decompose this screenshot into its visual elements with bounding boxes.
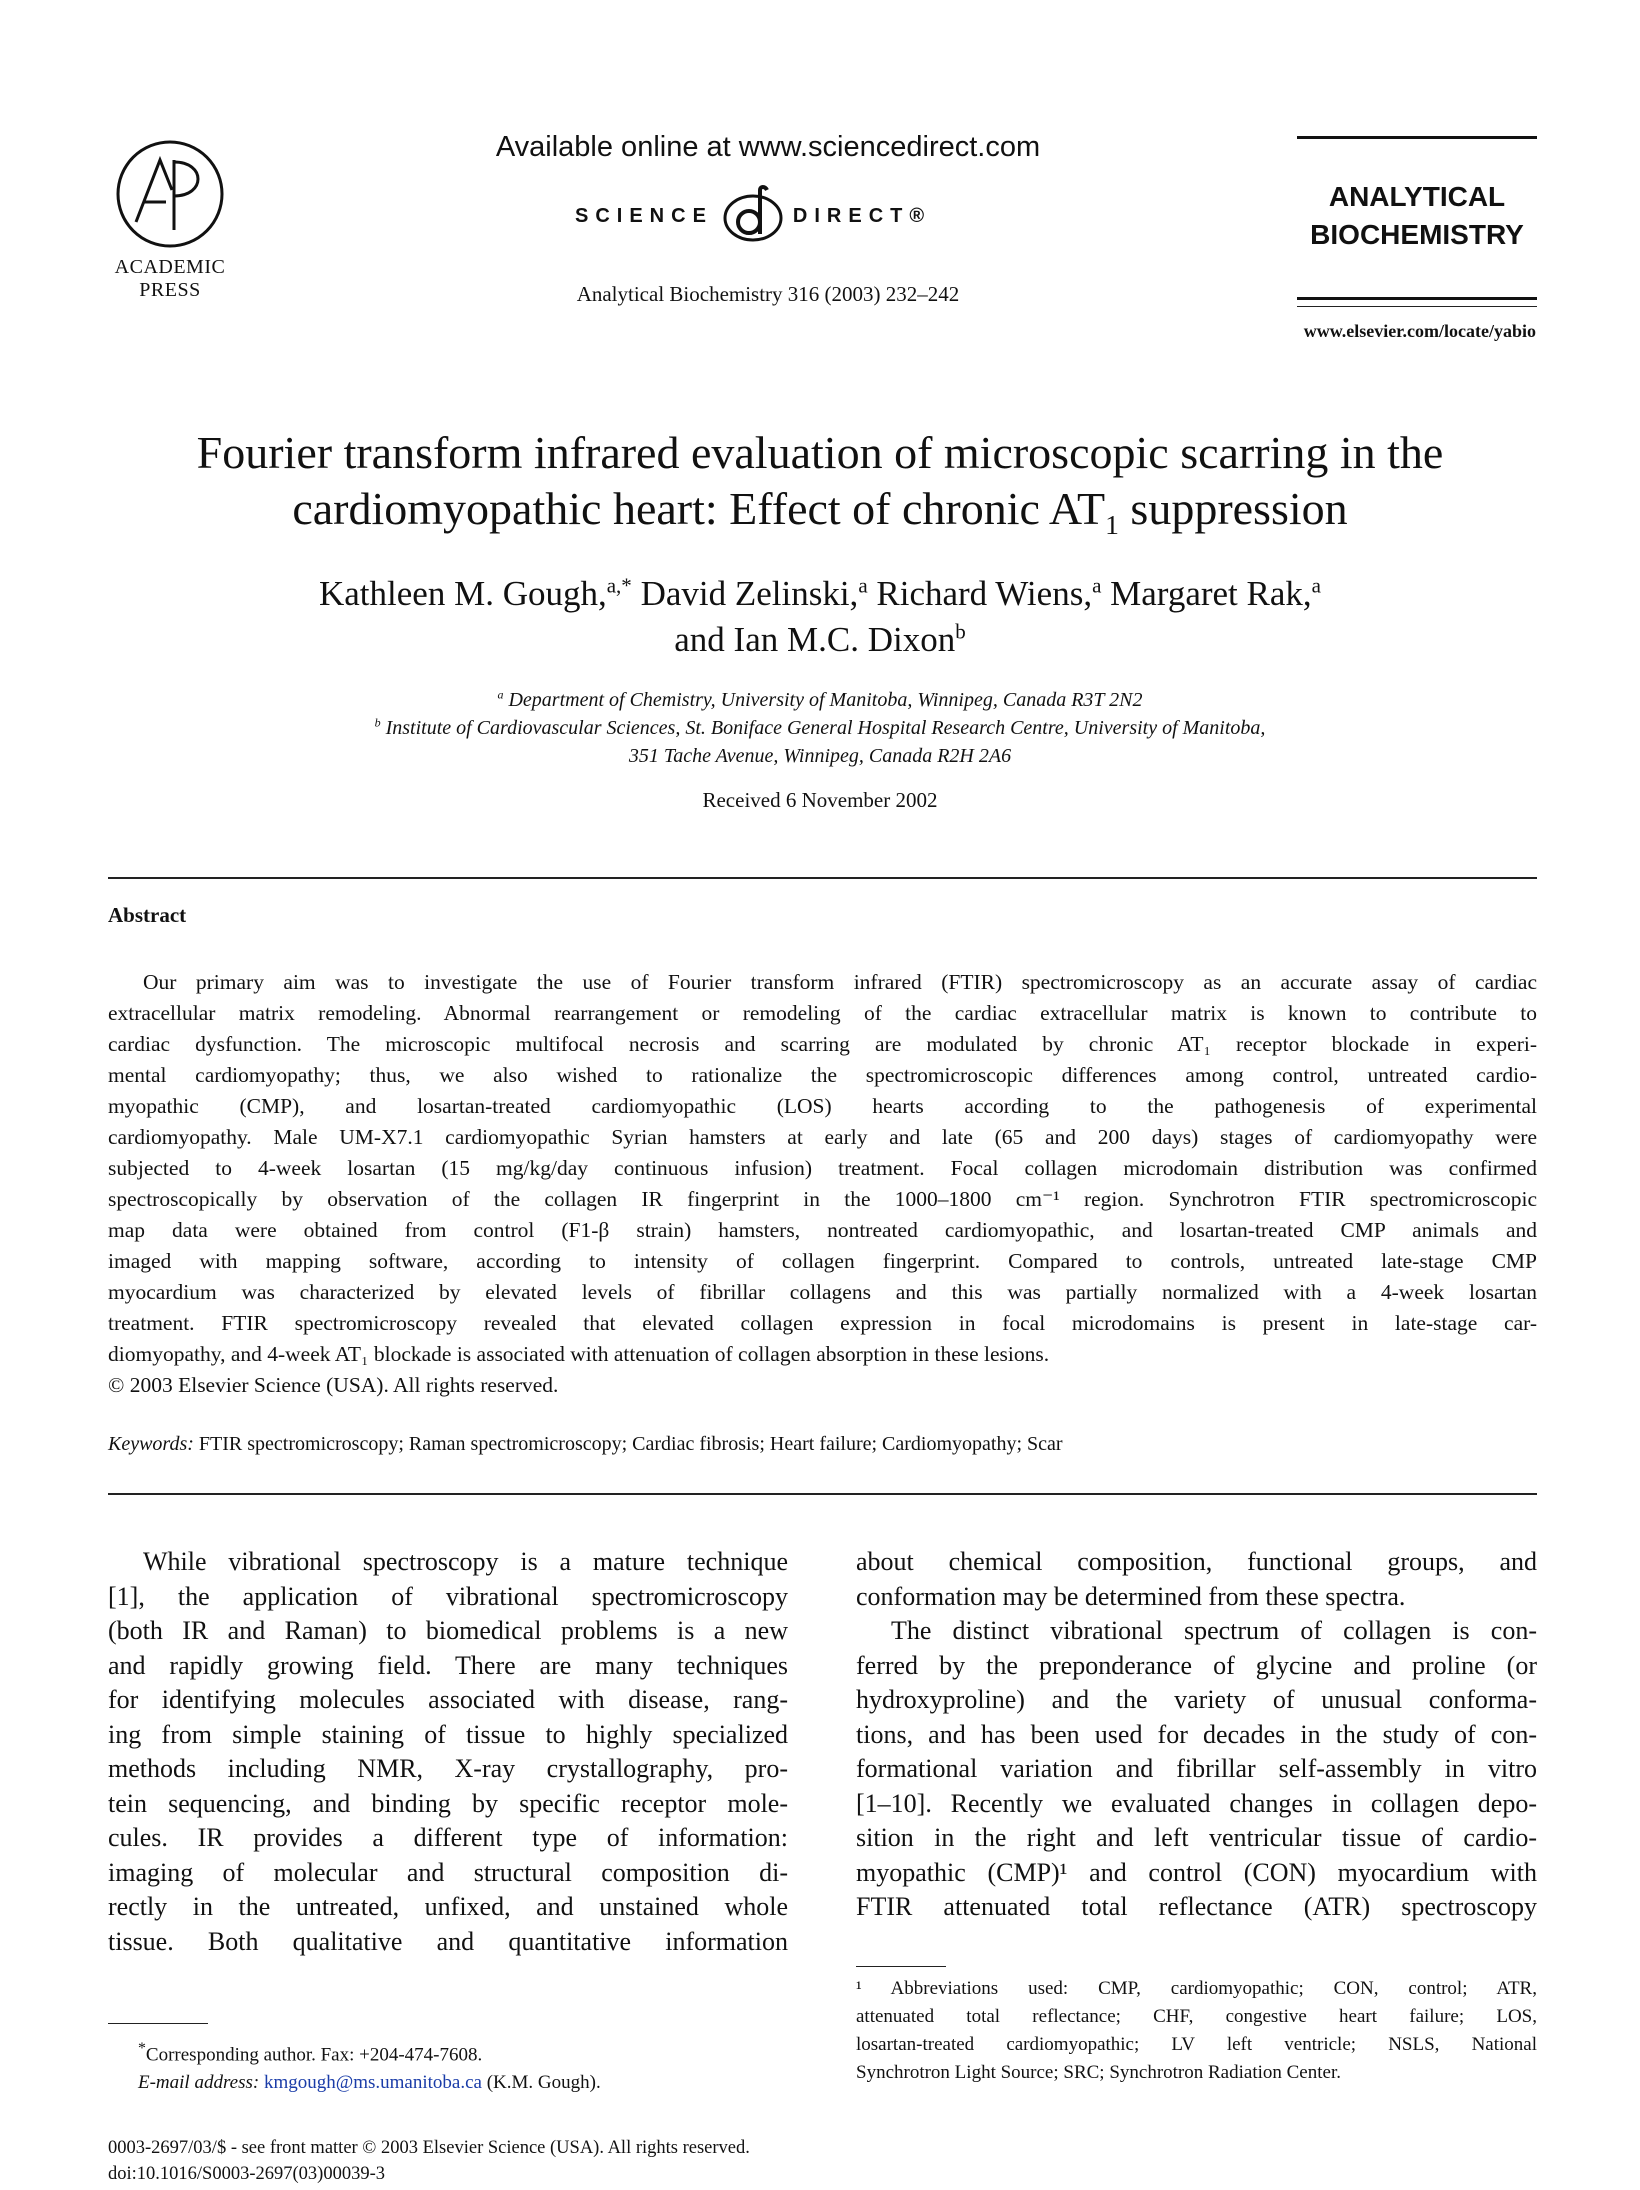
body-line: methods including NMR, X-ray crystallography, pro- [108, 1754, 788, 1783]
journal-name [1297, 178, 1537, 254]
body-line: myopathic (CMP)¹ and control (CON) myocardium with [856, 1857, 1537, 1887]
issn-line: 0003-2697/03/$ - see front matter © 2003 Elsevier Science (USA). All rights reserved. [108, 2138, 750, 2158]
abstract-line: mental cardiomyopathy; thus, we also wished to rationalize the spectromicroscopic differences among control, untreated cardio- [108, 1063, 1537, 1087]
affiliation-a: $^a$ Department of Chemistry, University of Manitoba, Winnipeg, Canada R3T 2N2 [497, 687, 1143, 711]
author-affil-mark: a [1311, 573, 1321, 598]
footnote-rule-left [108, 2023, 208, 2024]
body-line: rectly in the untreated, unfixed, and unstained whole [108, 1892, 788, 1921]
body-line: for identifying molecules associated with disease, rang- [108, 1685, 788, 1714]
affiliation-b-line-1: $^b$ Institute of Cardiovascular Sciences, St. Boniface General Hospital Research Centre, University of Manitoba, [374, 715, 1266, 739]
journal-citation: Analytical Biochemistry 316 (2003) 232–242 [576, 282, 960, 306]
author-name: Kathleen M. Gough, [319, 574, 607, 613]
abstract-line: myopathic (CMP), and losartan-treated cardiomyopathic (LOS) hearts according to the pathogenesis of experimental [108, 1094, 1537, 1118]
sciencedirect-right-word: DIRECT® [792, 204, 932, 227]
header-rule-top [1297, 136, 1537, 139]
body-line: ing from simple staining of tissue to highly specialized [108, 1719, 788, 1749]
abstract-bottom-rule [108, 1493, 1537, 1495]
author-line-2 [80, 617, 1560, 663]
body-line: cules. IR provides a different type of information: [108, 1823, 788, 1852]
author-name: David Zelinski, [631, 574, 859, 613]
header-rule-bottom [1297, 297, 1537, 300]
abstract-line: myocardium was characterized by elevated levels of fibrillar collagens and this was partially normalized with a 4-week losartan [108, 1280, 1537, 1304]
title-line-2: cardiomyopathic heart: Effect of chronic $AT_1$ suppression [292, 483, 1348, 541]
abstract-top-rule [108, 877, 1537, 879]
author-affil-mark: a,* [606, 573, 632, 598]
keywords-list: FTIR spectromicroscopy; Raman spectromicroscopy; Cardiac fibrosis; Heart failure; Cardiomyopathy; Scar [193, 1433, 1063, 1455]
abstract-line: map data were obtained from control (F1-β strain) hamsters, nontreated cardiomyopathic, and losartan-treated CMP animals and [108, 1218, 1537, 1242]
abbreviations-footnote [856, 1975, 1537, 2087]
body-line: tions, and has been used for decades in the study of con- [856, 1719, 1537, 1749]
abstract-heading: Abstract [108, 903, 187, 927]
received-date: Received 6 November 2002 [702, 788, 938, 812]
abstract-line: cardiomyopathy. Male UM-X7.1 cardiomyopathic Syrian hamsters at early and late (65 and 200 days) stages of cardiomyopathy were [108, 1125, 1537, 1149]
body-line: [1], the application of vibrational spectromicroscopy [108, 1581, 788, 1611]
body-column-left [108, 1545, 788, 1959]
body-line: and rapidly growing field. There are many techniques [108, 1650, 788, 1680]
abstract-line: diomyopathy, and 4-week AT₁ blockade is associated with attenuation of collagen absorption in these lesions. [108, 1342, 1050, 1366]
abstract-line: Our primary aim was to investigate the use of Fourier transform infrared (FTIR) spectromicroscopy as an accurate assay of cardiac [143, 970, 1537, 994]
doi-line: doi:10.1016/S0003-2697(03)00039-3 [108, 2164, 385, 2184]
abstract-line: cardiac dysfunction. The microscopic multifocal necrosis and scarring are modulated by chronic AT₁ receptor blockade in experi- [108, 1032, 1537, 1056]
corresponding-author-footnote [108, 2035, 788, 2097]
body-line: conformation may be determined from these spectra. [856, 1581, 1406, 1611]
affiliation-b-line-2: 351 Tache Avenue, Winnipeg, Canada R2H 2A6 [628, 745, 1012, 767]
body-line: [1–10]. Recently we evaluated changes in collagen depo- [856, 1788, 1537, 1818]
body-line: imaging of molecular and structural composition di- [108, 1857, 788, 1887]
author-name: and Ian M.C. Dixon [674, 620, 956, 659]
body-line: about chemical composition, functional groups, and [856, 1547, 1537, 1576]
author-affil-mark: a [1092, 573, 1102, 598]
abstract-line: subjected to 4-week losartan (15 mg/kg/day continuous infusion) treatment. Focal collagen microdomain distribution was confirmed [108, 1156, 1537, 1180]
body-line: hydroxyproline) and the variety of unusual conforma- [856, 1685, 1537, 1714]
body-line: (both IR and Raman) to biomedical problems is a new [108, 1616, 788, 1645]
abstract-body [108, 967, 1537, 1401]
sciencedirect-d-icon [719, 184, 787, 248]
abstract-line: treatment. FTIR spectromicroscopy revealed that elevated collagen expression in focal microdomains is present in late-stage car- [108, 1311, 1537, 1335]
body-line: tein sequencing, and binding by specific receptor mole- [108, 1788, 788, 1818]
journal-name-line-2: BIOCHEMISTRY [1310, 219, 1524, 250]
front-matter [108, 2135, 750, 2187]
keywords [108, 1433, 1063, 1456]
body-column-right [856, 1545, 1537, 1925]
email-link[interactable]: kmgough@ms.umanitoba.ca [263, 2072, 482, 2094]
body-line: ferred by the preponderance of glycine and proline (or [856, 1650, 1537, 1680]
journal-name-line-1: ANALYTICAL [1328, 181, 1506, 212]
copyright-line: © 2003 Elsevier Science (USA). All rights reserved. [108, 1373, 559, 1397]
body-line: formational variation and fibrillar self-assembly in vitro [856, 1754, 1537, 1783]
abstract-line: imaged with mapping software, according to intensity of collagen fingerprint. Compared to controls, untreated late-stage CMP [108, 1249, 1537, 1273]
footnote-line: losartan-treated cardiomyopathic; LV left ventricle; NSLS, National [856, 2034, 1537, 2055]
body-line: The distinct vibrational spectrum of collagen is con- [891, 1616, 1537, 1645]
body-line: FTIR attenuated total reflectance (ATR) spectroscopy [856, 1892, 1537, 1921]
publisher-caption-line-2: PRESS [139, 279, 201, 301]
affiliations [80, 686, 1560, 770]
sciencedirect-left-word: SCIENCE [575, 204, 713, 227]
abstract-line: spectroscopically by observation of the collagen IR fingerprint in the 1000–1800 cm⁻¹ region. Synchrotron FTIR spectromicroscopic [108, 1187, 1537, 1211]
sciencedirect-logo [575, 184, 931, 248]
header-rule-bottom-thin [1297, 306, 1537, 307]
article-title [80, 425, 1560, 553]
author-list [80, 571, 1560, 663]
footnote-line: Synchrotron Light Source; SRC; Synchrotron Radiation Center. [856, 2062, 1341, 2083]
body-line: tissue. Both qualitative and quantitative information [108, 1926, 788, 1956]
email-line: E-mail address: kmgough@ms.umanitoba.ca (K.M. Gough). [138, 2072, 601, 2094]
author-name: Richard Wiens, [867, 574, 1093, 613]
title-line-1: Fourier transform infrared evaluation of microscopic scarring in the [196, 427, 1444, 478]
footnote-rule-right [856, 1966, 946, 1967]
title-subscript: 1 [1105, 509, 1119, 541]
footnote-line: ¹ Abbreviations used: CMP, cardiomyopathic; CON, control; ATR, [856, 1978, 1537, 1999]
author-line-1 [80, 571, 1560, 617]
body-line: sition in the right and left ventricular tissue of cardio- [856, 1823, 1537, 1852]
author-name: Margaret Rak, [1101, 574, 1312, 613]
footnote-line: attenuated total reflectance; CHF, congestive heart failure; LOS, [856, 2006, 1537, 2027]
available-online-text: Available online at www.sciencedirect.com [495, 131, 1041, 163]
email-label: E-mail address: [138, 2072, 260, 2094]
journal-url: www.elsevier.com/locate/yabio [1303, 321, 1536, 341]
author-affil-mark: b [955, 619, 966, 644]
author-affil-mark: a [858, 573, 868, 598]
corresponding-author-line: *Corresponding author. Fax: +204-474-7608. [138, 2040, 483, 2066]
body-line: While vibrational spectroscopy is a mature technique [143, 1547, 788, 1576]
keywords-label: Keywords: [108, 1433, 194, 1455]
publisher-caption-line-1: ACADEMIC [114, 256, 226, 278]
abstract-line: extracellular matrix remodeling. Abnormal rearrangement or remodeling of the cardiac extracellular matrix is known to contribute to [108, 1001, 1537, 1025]
